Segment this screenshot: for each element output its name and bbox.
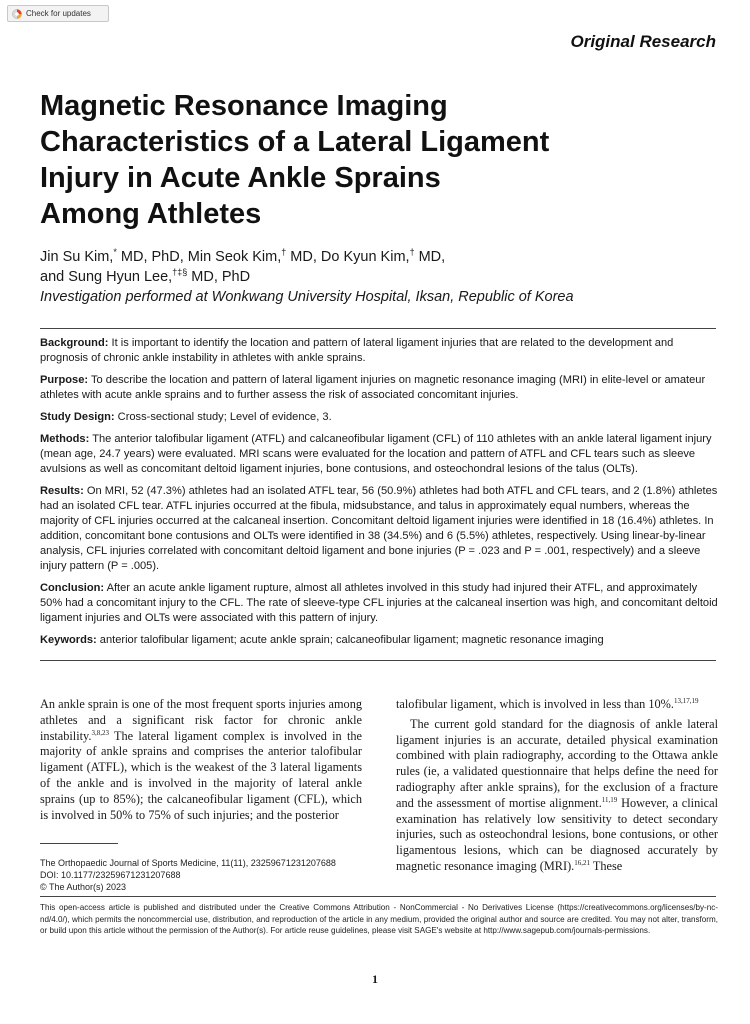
author-list <box>40 247 720 307</box>
citation-superscript: 16,21 <box>574 858 590 867</box>
abstract <box>40 336 718 655</box>
author-name: Min Seok Kim, <box>187 249 282 265</box>
journal-citation: The Orthopaedic Journal of Sports Medicine, 11(11), 23259671231207688 <box>40 858 336 868</box>
abstract-study-design <box>40 410 718 425</box>
body-paragraph: The current gold standard for the diagnosis of ankle lateral ligament injuries is an accurate, detailed physical examination combined with plain radiography, according to the Ottawa ankle rules (ie, a validated questionnaire that helps define the need for radiography after ankle sprains), for the exclusion of a fracture and the assessment of mortise alignment.$^{11,19}$ However, a clinical examination has relatively low sensitivity to detect secondary injuries, such as osteochondral lesions, bone contusions, or other ligamentous lesions, which can be diagnosed accurately by magnetic resonance imaging (MRI).$^{16,21}$ These <box>396 716 718 873</box>
abstract-purpose <box>40 373 718 403</box>
body-paragraph: talofibular ligament, which is involved in less than 10%.$^{13,17,19}$ <box>396 696 699 711</box>
citation-superscript: 11,19 <box>601 795 618 804</box>
author-degree: MD, <box>414 249 446 265</box>
author-affil-mark: † <box>409 247 415 258</box>
title-line: Characteristics of a Lateral Ligament <box>40 126 550 158</box>
abstract-background <box>40 336 718 366</box>
title-line: Injury in Acute Ankle Sprains <box>40 162 441 194</box>
abstract-top-divider <box>40 328 716 329</box>
abstract-label: Methods: <box>40 433 90 445</box>
abstract-label: Purpose: <box>40 374 89 386</box>
abstract-text: On MRI, 52 (47.3%) athletes had an isolated ATFL tear, 56 (50.9%) athletes had both ATFL and CFL tears, and 2 (1.8%) athletes had an isolated CFL tear. ATFL injuries occurred at the fibula, midsubstance, and talus in approximately equal numbers, whereas the majority of CFL injuries occurred at the calcaneal insertion. Concomitant deltoid ligament injuries were identified in 18 (16.4%) athletes. In addition, concomitant bone contusions and OLTs were identified in 38 (34.5%) and 6 (5.5%) athletes, respectively. Using linear-by-linear analysis, CFL injuries correlated with concomitant deltoid ligament and bone injuries (P = .023 and P = .001, respectively) and a sleeve injury pattern (P = .005). <box>40 485 718 572</box>
body-column-left <box>40 697 362 823</box>
crossmark-icon <box>12 9 22 19</box>
citation-superscript: 3,8,23 <box>91 728 109 737</box>
license-notice: This open-access article is published and distributed under the Creative Commons Attribution - NonCommercial - No Derivatives License (https://creativecommons.org/licenses/by-nc-nd/4.0/), which permits the noncommercial use, distribution, and reproduction of the article in any medium, provided the original author and source are credited. You may not alter, transform, or build upon this article without the permission of the Author(s). For article reuse guidelines, please visit SAGE's website at http://www.sagepub.com/journals-permissions. <box>40 903 718 935</box>
abstract-text: To describe the location and pattern of lateral ligament injuries on magnetic resonance imaging (MRI) in elite-level or amateur athletes with acute ankle sprains and to further assess the risk of associated concomitant injuries. <box>40 374 706 401</box>
title-line: Magnetic Resonance Imaging <box>40 90 448 122</box>
abstract-text: After an acute ankle ligament rupture, almost all athletes involved in this study had injured their ATFL, and approximately 50% had a concomitant injury to the CFL. The rate of sleeve-type CFL injuries at the calcaneal insertion was high, and concomitant deltoid ligament injuries and OLTs were associated with this pattern of injury. <box>40 582 718 624</box>
footnote-divider <box>40 843 118 844</box>
abstract-label: Background: <box>40 337 109 349</box>
affiliation: Investigation performed at Wonkwang University Hospital, Iksan, Republic of Korea <box>40 289 574 305</box>
author-name: and Sung Hyun Lee, <box>40 269 173 285</box>
abstract-methods <box>40 432 718 477</box>
doi[interactable]: DOI: 10.1177/23259671231207688 <box>40 870 181 880</box>
author-affil-mark: † <box>281 247 287 258</box>
abstract-label: Conclusion: <box>40 582 105 594</box>
abstract-results <box>40 484 718 574</box>
abstract-bottom-divider <box>40 660 716 661</box>
article-type-label: Original Research <box>570 32 716 51</box>
license-divider <box>40 896 716 897</box>
abstract-text: It is important to identify the location and pattern of lateral ligament injuries that are related to the development and prognosis of chronic ankle instability in athletes with ankle sprains. <box>40 337 674 364</box>
abstract-conclusion <box>40 581 718 626</box>
abstract-label: Results: <box>40 485 84 497</box>
author-name: Do Kyun Kim, <box>320 249 410 265</box>
abstract-label: Study Design: <box>40 411 115 423</box>
page-number: 1 <box>372 972 378 986</box>
abstract-label: Keywords: <box>40 634 97 646</box>
article-title <box>40 88 680 232</box>
check-for-updates-badge[interactable] <box>7 5 109 22</box>
body-paragraph: An ankle sprain is one of the most frequent sports injuries among athletes and a significant risk factor for chronic ankle instability.$^{3,8,23}$ The lateral ligament complex is involved in the majority of ankle sprains and comprises the anterior talofibular ligament (ATFL), which is the weakest of the 3 lateral ligaments of the ankle and is involved in the majority of lateral ankle sprains (up to 85%); the calcaneofibular ligament (CFL), which is involved in 50% to 75% of such injuries; and the posterior <box>40 697 362 822</box>
abstract-text: anterior talofibular ligament; acute ankle sprain; calcaneofibular ligament; magnetic resonance imaging <box>96 634 604 646</box>
author-degree: MD, PhD, <box>116 249 188 265</box>
author-degree: MD, <box>286 249 321 265</box>
author-name: Jin Su Kim, <box>40 249 114 265</box>
copyright: © The Author(s) 2023 <box>40 882 127 892</box>
author-affil-mark: * <box>113 247 117 258</box>
body-column-right <box>396 697 718 875</box>
citation-superscript: 13,17,19 <box>674 696 699 705</box>
check-for-updates-label: Check for updates <box>26 9 91 18</box>
abstract-keywords <box>40 633 718 648</box>
abstract-text: Cross-sectional study; Level of evidence, 3. <box>114 411 332 423</box>
author-degree: MD, PhD <box>187 269 251 285</box>
title-line: Among Athletes <box>40 198 262 230</box>
author-affil-mark: †‡§ <box>172 267 188 278</box>
abstract-text: The anterior talofibular ligament (ATFL) and calcaneofibular ligament (CFL) of 110 athletes with an ankle lateral ligament injury (mean age, 24.7 years) were evaluated. MRI scans were evaluated for the location and pattern of ATFL and CFL tears such as sleeve avulsions as well as concomitant deltoid ligament injuries, bone contusions, and osteochondral lesions of the talus (OLTs). <box>40 433 712 475</box>
publication-info <box>40 857 380 893</box>
